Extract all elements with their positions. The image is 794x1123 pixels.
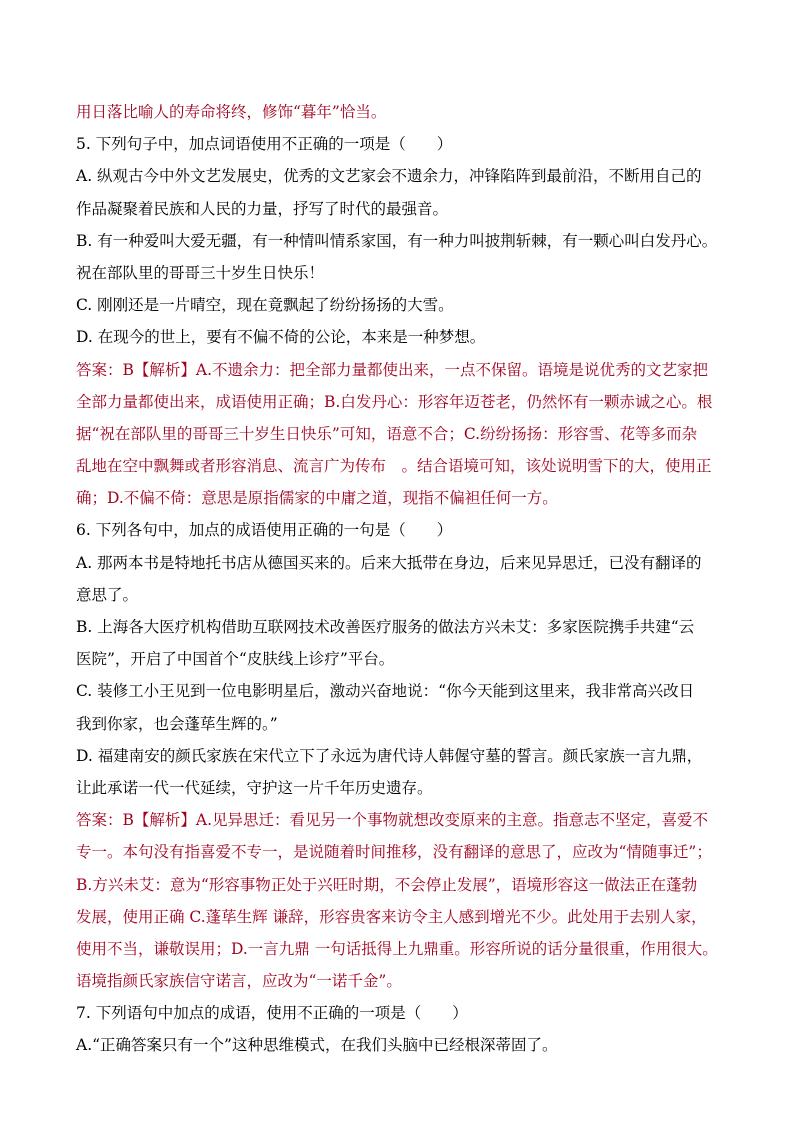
- answer-line: 乱地在空中飘舞或者形容消息、流言广为传布 。结合语境可知，该处说明雪下的大，使用正: [76, 457, 712, 476]
- answer-line: B.方兴未艾：意为“形容事物正处于兴旺时期，不会停止发展”，语境形容这一做法正在蓬勃: [76, 875, 698, 894]
- answer-line: 用日落比喻人的寿命将终，修饰“暮年”恰当。: [76, 103, 387, 121]
- text-line: A. 那两本书是特地托书店从德国买来的。后来大抵带在身边，后来见异思迁，已没有翻译的: [76, 553, 702, 572]
- answer-line: 全部力量都使出来，成语使用正确；B.白发丹心：形容年迈苍老，仍然怀有一颗赤诚之心。根: [76, 392, 713, 411]
- text-line: 7. 下列语句中加点的成语，使用不正确的一项是（ ）: [76, 1004, 468, 1023]
- text-line: A.“正确答案只有一个”这种思维模式，在我们头脑中已经根深蒂固了。: [76, 1036, 558, 1055]
- text-line: C. 装修工小王见到一位电影明星后，激动兴奋地说：“你今天能到这里来，我非常高兴改日: [76, 682, 695, 701]
- document-body: [76, 96, 756, 1062]
- text-line: D. 在现今的世上，要有不偏不倚的公论，本来是一种梦想。: [76, 328, 486, 347]
- text-line: B. 有一种爱叫大爱无疆，有一种情叫情系家国，有一种力叫披荆斩棘，有一颗心叫白发丹心。: [76, 231, 718, 250]
- text-line: 5. 下列句子中，加点词语使用不正确的一项是（ ）: [76, 135, 453, 154]
- text-line: 让此承诺一代一代延续，守护这一片千年历史遗存。: [76, 778, 433, 797]
- text-line: A. 纵观古今中外文艺发展史，优秀的文艺家会不遗余力，冲锋陷阵到最前沿，不断用自己的: [76, 167, 702, 186]
- answer-line: 语境指颜氏家族信守诺言，应改为“一诺千金”。: [76, 972, 402, 991]
- answer-line: 确；D.不偏不倚：意思是原指儒家的中庸之道，现指不偏袒任何一方。: [76, 489, 558, 508]
- answer-line: 答案：B【解析】A.不遗余力：把全部力量都使出来，一点不保留。语境是说优秀的文艺家把: [76, 360, 709, 379]
- answer-line: 发展，使用正确 C.蓬荜生辉 谦辞，形容贵客来访令主人感到增光不少。此处用于去别人家，: [76, 907, 707, 926]
- text-line: 医院”，开启了中国首个“皮肤线上诊疗”平台。: [76, 650, 395, 669]
- text-line: 祝在部队里的哥哥三十岁生日快乐！: [76, 263, 325, 282]
- text-line: 作品凝聚着民族和人民的力量，抒写了时代的最强音。: [76, 199, 449, 218]
- answer-line: 答案：B【解析】A.见异思迁：看见另一个事物就想改变原来的主意。指意志不坚定，喜爱不: [76, 811, 709, 830]
- text-line: C. 刚刚还是一片晴空，现在竟飘起了纷纷扬扬的大雪。: [76, 296, 454, 315]
- text-line: B. 上海各大医疗机构借助互联网技术改善医疗服务的做法方兴未艾：多家医院携手共建“云: [76, 618, 695, 636]
- text-line: D. 福建南安的颜氏家族在宋代立下了永远为唐代诗人韩偓守墓的誓言。颜氏家族一言九鼎，: [76, 746, 703, 765]
- answer-line: 使用不当，谦敬误用；D.一言九鼎 一句话抵得上九鼎重。形容所说的话分量很重，作用很大。: [76, 939, 718, 958]
- answer-line: 据“祝在部队里的哥哥三十岁生日快乐”可知，语意不合；C.纷纷扬扬：形容雪、花等多而杂: [76, 424, 698, 443]
- text-line: 6. 下列各句中，加点的成语使用正确的一句是（ ）: [76, 521, 453, 540]
- text-line: 我到你家，也会蓬荜生辉的。”: [76, 714, 278, 733]
- answer-line: 专一。本句没有指喜爱不专一，是说随着时间推移，没有翻译的意思了，应改为“情随事迁”；: [76, 843, 712, 862]
- text-line: 意思了。: [76, 585, 139, 604]
